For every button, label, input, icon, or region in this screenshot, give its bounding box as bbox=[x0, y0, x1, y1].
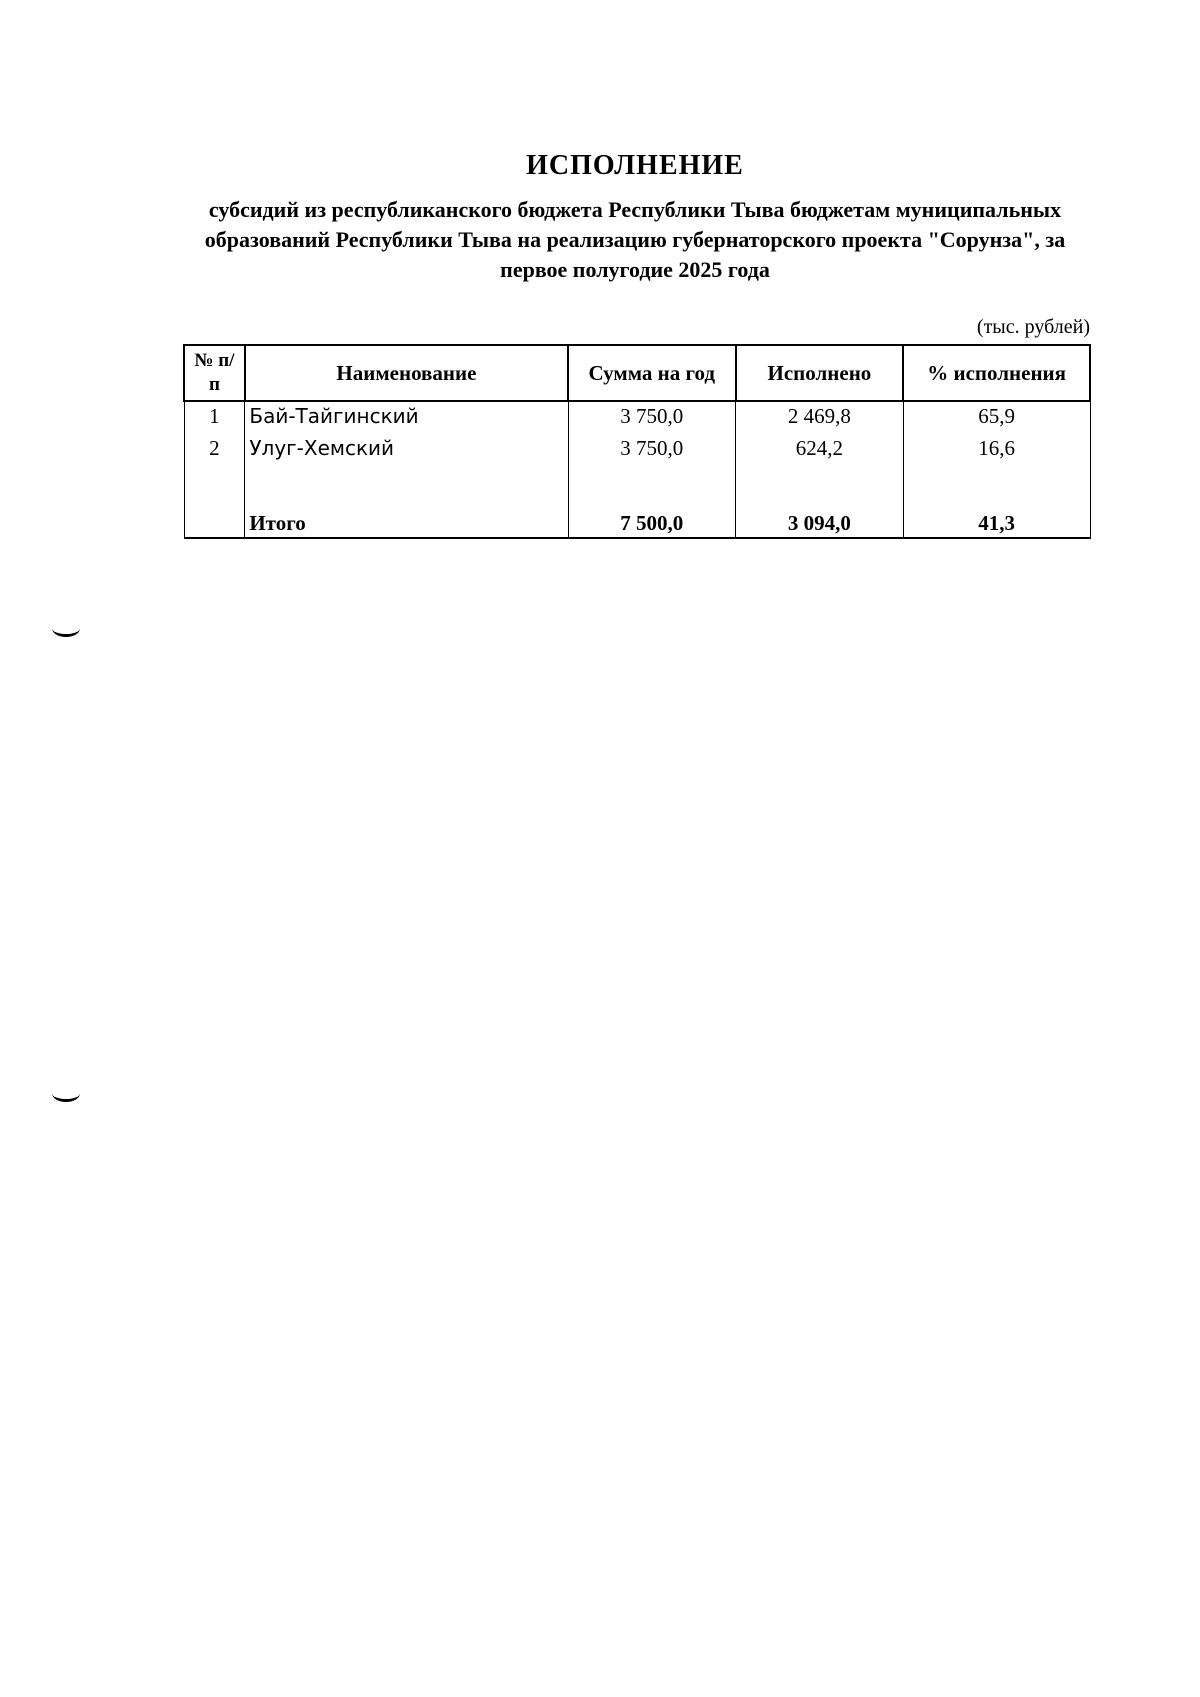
table-total-row bbox=[184, 502, 1090, 538]
table-row bbox=[184, 434, 1090, 466]
row-name: Улуг-Хемский bbox=[245, 434, 568, 466]
scan-mark bbox=[52, 1085, 80, 1102]
execution-table bbox=[183, 344, 1091, 539]
table-row bbox=[184, 401, 1090, 434]
scan-mark bbox=[52, 620, 80, 637]
total-sum: 7 500,0 bbox=[568, 502, 736, 538]
unit-label: (тыс. рублей) bbox=[976, 316, 1090, 338]
table-header-row bbox=[184, 345, 1090, 401]
header-pct: % исполнения bbox=[903, 345, 1090, 401]
document-title: ИСПОЛНЕНИЕ bbox=[526, 150, 744, 181]
row-pct: 65,9 bbox=[903, 401, 1090, 434]
row-name: Бай-Тайгинский bbox=[245, 401, 568, 434]
row-sum: 3 750,0 bbox=[568, 434, 736, 466]
table-spacer-row bbox=[184, 466, 1090, 502]
row-num: 1 bbox=[184, 401, 245, 434]
header-done: Исполнено bbox=[736, 345, 904, 401]
row-done: 624,2 bbox=[736, 434, 904, 466]
row-done: 2 469,8 bbox=[736, 401, 904, 434]
total-name: Итого bbox=[245, 502, 568, 538]
total-done: 3 094,0 bbox=[736, 502, 904, 538]
total-num bbox=[184, 502, 245, 538]
row-pct: 16,6 bbox=[903, 434, 1090, 466]
header-sum: Сумма на год bbox=[568, 345, 736, 401]
header-name: Наименование bbox=[245, 345, 568, 401]
row-sum: 3 750,0 bbox=[568, 401, 736, 434]
total-pct: 41,3 bbox=[903, 502, 1090, 538]
header-num: № п/п bbox=[184, 345, 245, 401]
row-num: 2 bbox=[184, 434, 245, 466]
document-subtitle: субсидий из республиканского бюджета Республики Тыва бюджетам муниципальных образований Республики Тыва на реализацию губернаторского проекта "Сорунза", за первое полугодие 2025 года bbox=[204, 197, 1066, 282]
